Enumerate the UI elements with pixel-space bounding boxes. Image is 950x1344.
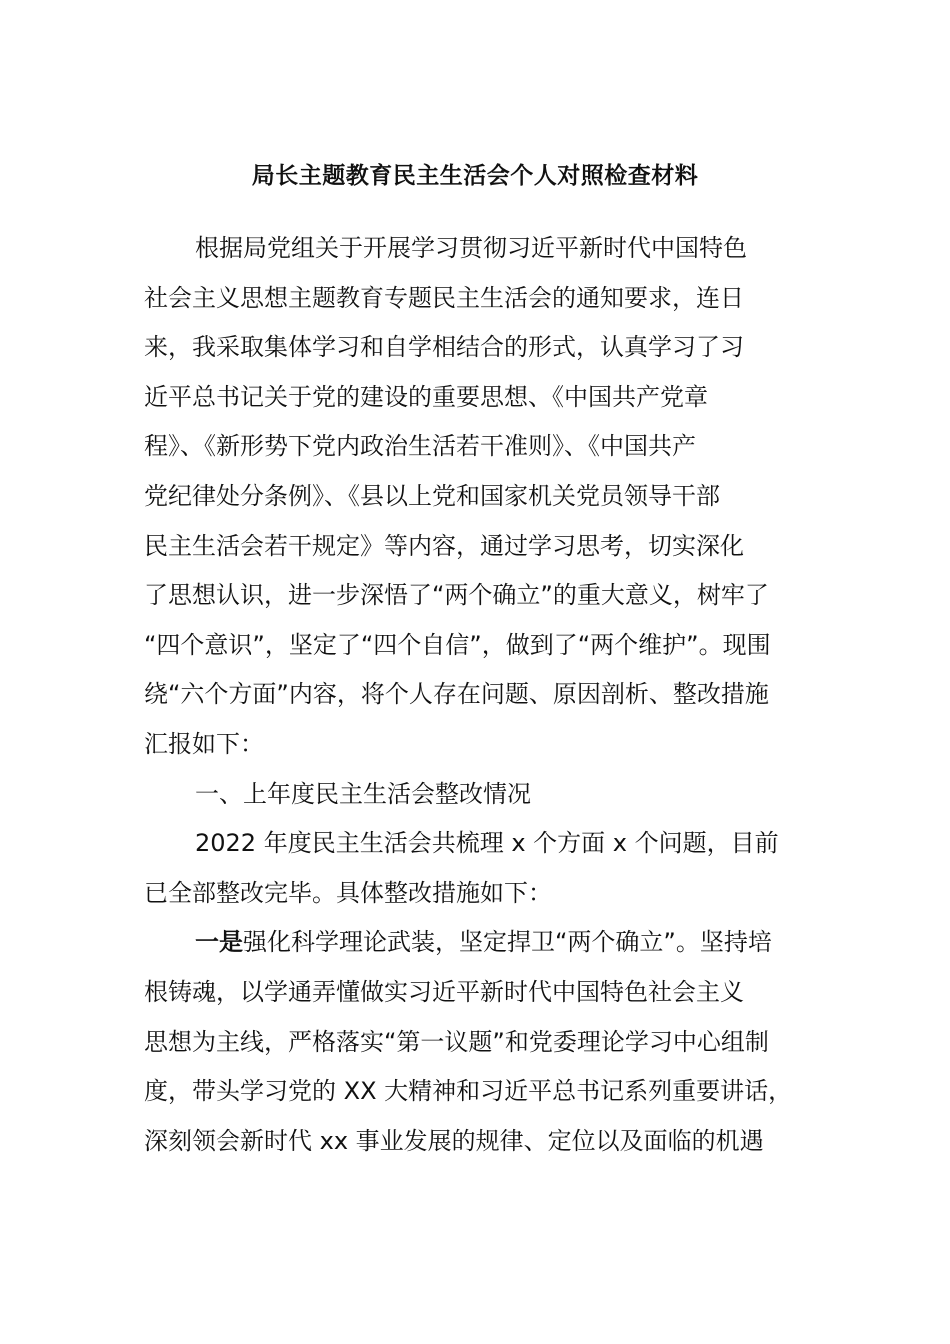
intro-line: 社会主义思想主题教育专题民主生活会的通知要求，连日 — [144, 283, 744, 312]
point-one-line: 深刻领会新时代 xx 事业发展的规律、定位以及面临的机遇 — [144, 1126, 764, 1155]
point-one-first-line — [144, 918, 812, 968]
intro-line: 汇报如下： — [144, 729, 264, 758]
intro-line: 来，我采取集体学习和自学相结合的形式，认真学习了习 — [144, 333, 744, 362]
point-one-line: 根铸魂，以学通弄懂做实习近平新时代中国特色社会主义 — [144, 977, 744, 1006]
section-heading: 一、上年度民主生活会整改情况 — [195, 779, 531, 808]
summary-line: 2022 年度民主生活会共梳理 x 个方面 x 个问题，目前 — [195, 829, 779, 858]
point-one-line: 思想为主线，严格落实“第一议题”和党委理论学习中心组制 — [144, 1027, 769, 1056]
point-one-line: 度，带头学习党的 XX 大精神和习近平总书记系列重要讲话， — [144, 1077, 793, 1106]
point-one-first-line-text: 强化科学理论武装，坚定捍卫“两个确立”。坚持培 — [243, 928, 772, 957]
intro-line: 绕“六个方面”内容，将个人存在问题、原因剖析、整改措施 — [144, 680, 769, 709]
document-body — [144, 224, 812, 1166]
summary-line: 已全部整改完毕。具体整改措施如下： — [144, 878, 552, 907]
intro-line: “四个意识”，坚定了“四个自信”，做到了“两个维护”。现围 — [144, 630, 771, 659]
intro-line: 程》、《新形势下党内政治生活若干准则》、《中国共产 — [144, 432, 696, 461]
intro-line: 民主生活会若干规定》等内容，通过学习思考，切实深化 — [144, 531, 744, 560]
intro-line: 党纪律处分条例》、《县以上党和国家机关党员领导干部 — [144, 481, 720, 510]
intro-line: 近平总书记关于党的建设的重要思想、《中国共产党章 — [144, 382, 708, 411]
intro-line: 了思想认识，进一步深悟了“两个确立”的重大意义，树牢了 — [144, 581, 769, 610]
document-title: 局长主题教育民主生活会个人对照检查材料 — [251, 163, 699, 189]
point-one-lead: 一是 — [195, 928, 243, 957]
intro-line: 根据局党组关于开展学习贯彻习近平新时代中国特色 — [195, 234, 747, 262]
